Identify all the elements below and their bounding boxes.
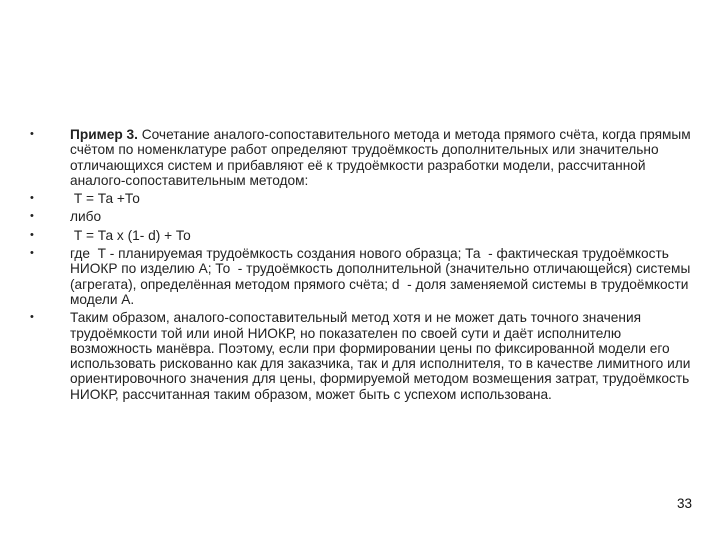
bullet-icon: • <box>30 228 34 241</box>
conclusion-paragraph: Таким образом, аналого-сопоставительный метод хотя и не может дать точного значения трудоёмкости той или иной НИОКР, но показателен по своей сути и даёт исполнителю возможность манёвра. Поэтому, если при формировании цены по фиксированной модели его использовать рискованно как для заказчика, так и для исполнителя, то в качестве лимитного или ориентировочного значения для цены, формируемой методом возмещения затрат, трудоёмкость НИОКР, рассчитанная таким образом, может быть с успехом использована. <box>70 310 695 402</box>
bullet-icon: • <box>30 210 34 223</box>
bullet-icon: • <box>30 311 34 324</box>
example-description: Сочетание аналого-сопоставительного метода и метода прямого счёта, когда прямым счётом по номенклатуре работ определяют трудоёмкость дополнительных или значительно отличающихся систем и прибавляют её к трудоёмкости разработки модели, рассчитанной аналого-сопоставительным методом: <box>70 127 695 188</box>
list-item <box>30 310 702 402</box>
bullet-icon: • <box>30 192 34 205</box>
slide-body <box>30 127 702 405</box>
formula-one: Т = Та +То <box>70 191 140 207</box>
list-item <box>30 127 702 188</box>
bullet-icon: • <box>30 128 34 140</box>
formula-two: Т = Та x (1- d) + То <box>70 227 191 243</box>
example-heading: Пример 3. <box>70 127 138 142</box>
paragraph-text <box>70 127 702 188</box>
variable-definitions: где Т - планируемая трудоёмкость создания нового образца; Та - фактическая трудоёмкость НИОКР по изделию А; То - трудоёмкость дополнительной (значительно отличающейся) системы (агрегата), определённая методом прямого счёта; d - доля заменяемой системы в трудоёмкости модели А. <box>70 246 695 307</box>
list-item <box>30 209 702 224</box>
list-item <box>30 228 702 243</box>
bullet-icon: • <box>30 247 34 260</box>
page-number: 33 <box>676 496 692 511</box>
list-item <box>30 246 702 307</box>
connector-text: либо <box>70 209 102 225</box>
list-item <box>30 191 702 206</box>
